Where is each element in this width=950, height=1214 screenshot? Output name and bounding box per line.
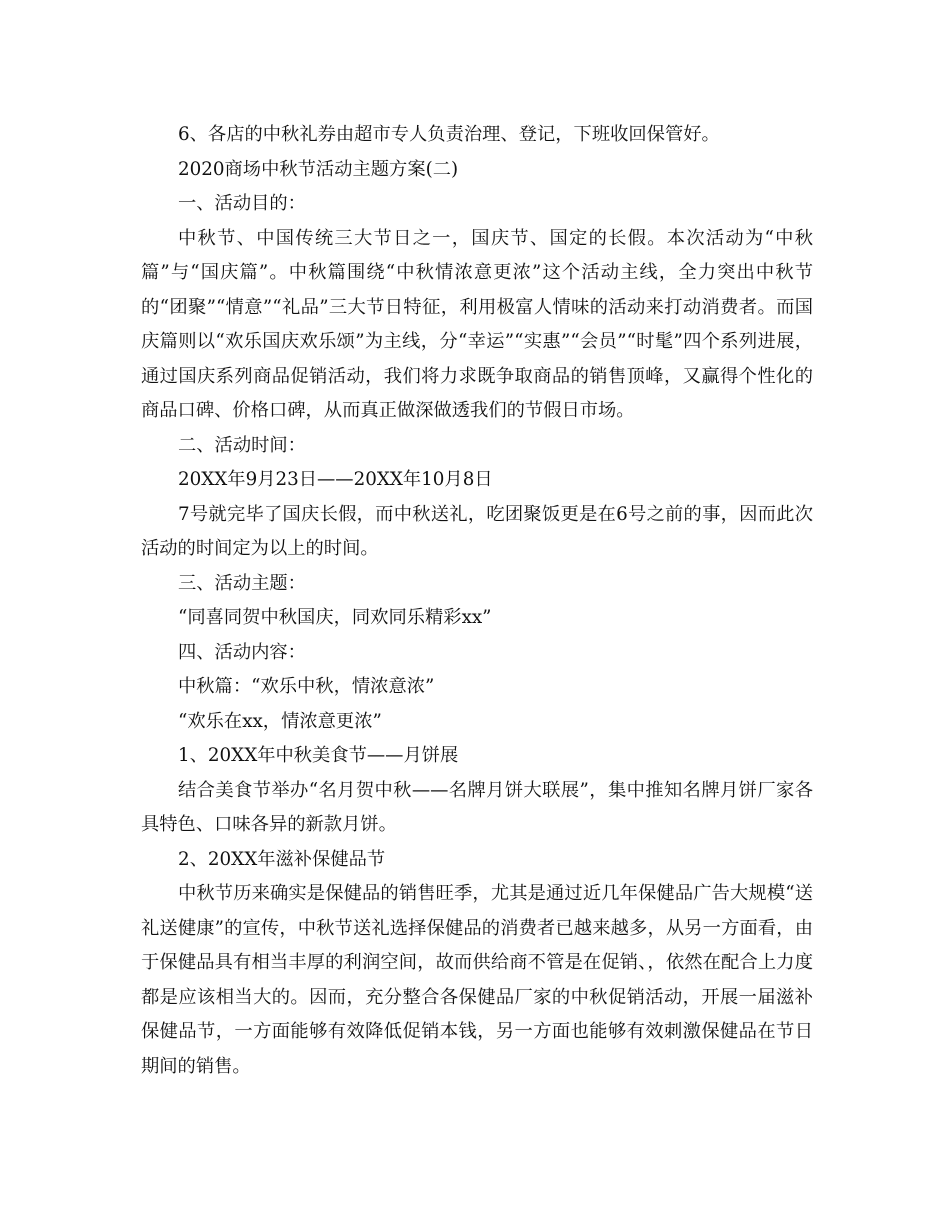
paragraph: “同喜同贺中秋国庆，同欢同乐精彩xx” [178,607,492,628]
paragraph: 6、各店的中秋礼券由超市专人负责治理、登记，下班收回保管好。 [178,124,720,145]
paragraph: “欢乐在xx，情浓意更浓” [178,710,382,732]
subheading: 2、20XX年滋补保健品节 [178,848,386,870]
section-heading: 四、活动内容： [178,641,306,663]
paragraph: 20XX年9月23日——20XX年10月8日 [178,469,493,490]
section-heading: 三、活动主题： [178,572,306,594]
subheading: 1、20XX年中秋美食节——月饼展 [178,745,459,766]
document-body [141,118,813,1084]
paragraph: 中秋篇：“欢乐中秋，情浓意浓” [178,676,435,697]
paragraph: 结合美食节举办“名月贺中秋——名牌月饼大联展”，集中推知名牌月饼厂家各具特色、口味各异的新款月饼。 [141,779,813,835]
section-heading: 一、活动目的： [178,193,306,214]
section-title: 2020商场中秋节活动主题方案(二) [178,158,459,180]
paragraph: 中秋节、中国传统三大节日之一，国庆节、国定的长假。本次活动为“中秋篇”与“国庆篇”。中秋篇围绕“中秋情浓意更浓”这个活动主线，全力突出中秋节的“团聚”“情意”“礼品”三大节日特征，利用极富人情味的活动来打动消费者。而国庆篇则以“欢乐国庆欢乐颂”为主线，分“幸运”“实惠”“会员”“时髦”四个系列进展，通过国庆系列商品促销活动，我们将力求既争取商品的销售顶峰，又赢得个性化的商品口碑、价格口碑，从而真正做深做透我们的节假日市场。 [141,227,813,421]
section-heading: 二、活动时间： [178,434,306,456]
paragraph: 7号就完毕了国庆长假，而中秋送礼，吃团聚饭更是在6号之前的事，因而此次活动的时间定为以上的时间。 [141,503,813,559]
paragraph: 中秋节历来确实是保健品的销售旺季，尤其是通过近几年保健品广告大规模“送礼送健康”的宣传，中秋节送礼选择保健品的消费者已越来越多，从另一方面看，由于保健品具有相当丰厚的利润空间，故而供给商不管是在促销、，依然在配合上力度都是应该相当大的。因而，充分整合各保健品厂家的中秋促销活动，开展一届滋补保健品节，一方面能够有效降低促销本钱，另一方面也能够有效刺激保健品在节日期间的销售。 [141,883,813,1077]
